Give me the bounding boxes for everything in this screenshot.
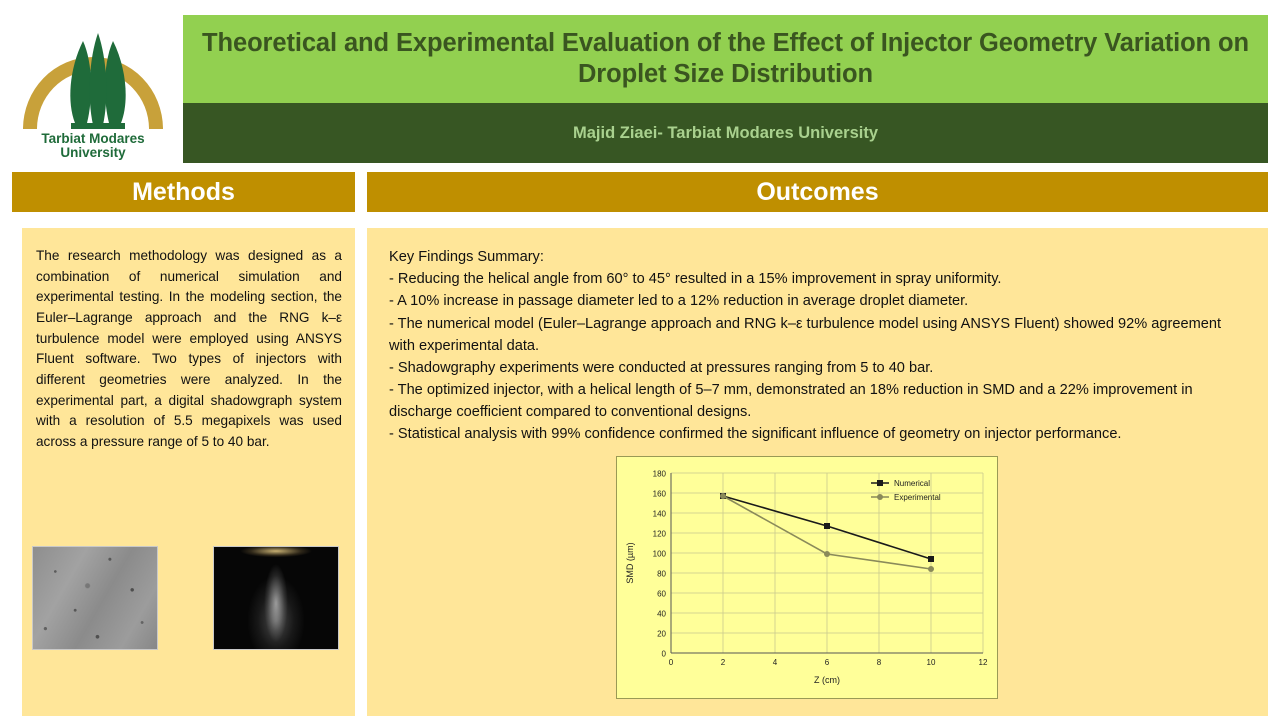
chart-legend-marker: [877, 480, 883, 486]
methods-image-row: [32, 546, 345, 650]
chart-x-tick-label: 0: [668, 658, 674, 667]
chart-legend-marker: [877, 494, 883, 500]
chart-y-tick-label: 0: [661, 649, 666, 659]
chart-data-point: [824, 523, 830, 529]
chart-y-axis-label: SMD (µm): [625, 542, 635, 584]
svg-text:University: University: [59, 144, 126, 160]
chart-y-tick-label: 100: [652, 549, 666, 559]
chart-y-tick-label: 20: [657, 629, 666, 639]
section-title-methods: Methods: [132, 177, 235, 206]
outcomes-bullet: - A 10% increase in passage diameter led to a 12% reduction in average droplet diameter.: [389, 293, 969, 310]
chart-data-point: [720, 493, 726, 499]
outcomes-panel: [367, 228, 1268, 716]
outcomes-bullet: - Statistical analysis with 99% confidence confirmed the significant influence of geometry on injector performance.: [389, 426, 1122, 443]
methods-body-text: The research methodology was designed as a combination of numerical simulation and experimental testing. In the modeling section, the Euler–Lagrange approach and the RNG k–ε turbulence model were employed using ANSYS Fluent software. Two types of injectors with different geometries were analyzed. In the experimental part, a digital shadowgraph system with a resolution of 5.5 megapixels was used across a pressure range of 5 to 40 bar.: [36, 248, 342, 449]
chart-y-tick-label: 120: [652, 529, 666, 539]
chart-y-tick-label: 40: [657, 609, 666, 619]
chart-y-tick-label: 140: [652, 509, 666, 519]
section-header-methods: [12, 172, 355, 212]
university-logo: [10, 8, 175, 163]
page-title: Theoretical and Experimental Evaluation of the Effect of Injector Geometry Variation on Droplet Size Distribution: [202, 28, 1249, 88]
outcomes-intro: Key Findings Summary:: [389, 249, 544, 265]
chart-y-tick-label: 160: [652, 489, 666, 499]
methods-panel: [22, 228, 355, 716]
section-title-outcomes: Outcomes: [756, 177, 879, 206]
chart-legend-label: Experimental: [894, 493, 941, 503]
chart-data-point: [928, 566, 934, 572]
chart-data-point: [824, 551, 830, 557]
outcomes-bullet: - Reducing the helical angle from 60° to 45° resulted in a 15% improvement in spray uniformity.: [389, 271, 1002, 288]
chart-legend-label: Numerical: [894, 479, 931, 489]
outcomes-bullet: - The numerical model (Euler–Lagrange approach and RNG k–ε turbulence model using ANSYS Fluent) showed 92% agreement with experimental data.: [389, 315, 1222, 354]
chart-data-point: [928, 556, 934, 562]
smd-vs-z-chart: [616, 456, 998, 699]
chart-x-tick-label: 10: [926, 658, 936, 667]
chart-y-tick-label: 80: [657, 569, 666, 579]
chart-x-tick-label: 2: [720, 658, 726, 667]
outcomes-body-text: [389, 246, 1251, 446]
chart-x-tick-label: 12: [978, 658, 988, 667]
spray-shadowgraph-photo: [213, 546, 339, 650]
chart-x-axis-label: Z (cm): [814, 675, 840, 685]
concrete-surface-photo: [32, 546, 158, 650]
chart-x-tick-label: 4: [772, 658, 778, 667]
section-header-outcomes: [367, 172, 1268, 212]
outcomes-bullet: - The optimized injector, with a helical length of 5–7 mm, demonstrated an 18% reduction in SMD and a 22% improvement in discharge coefficient compared to conventional designs.: [389, 382, 1193, 421]
chart-y-tick-label: 180: [652, 469, 666, 479]
logo-graphic: [13, 11, 173, 161]
chart-x-tick-label: 8: [876, 658, 882, 667]
poster-author-bar: [183, 103, 1268, 163]
chart-y-tick-label: 60: [657, 589, 666, 599]
chart-canvas: [617, 457, 997, 698]
author-affiliation: Majid Ziaei- Tarbiat Modares University: [572, 123, 879, 142]
svg-text:Tarbiat Modares: Tarbiat Modares: [40, 130, 145, 146]
chart-x-tick-label: 6: [824, 658, 830, 667]
outcomes-bullet: - Shadowgraphy experiments were conducted at pressures ranging from 5 to 40 bar.: [389, 359, 934, 376]
poster-title-bar: [183, 15, 1268, 103]
